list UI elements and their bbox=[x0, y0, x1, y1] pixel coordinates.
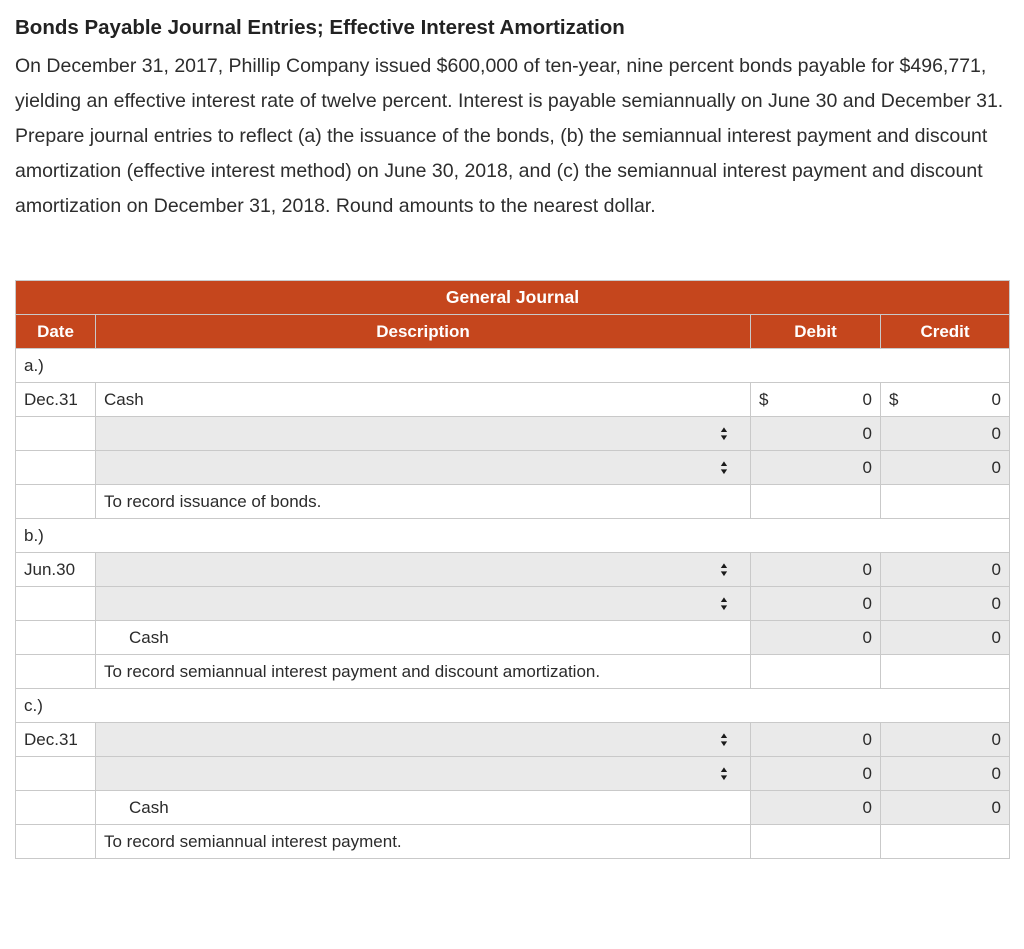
credit-input[interactable]: 0 bbox=[881, 587, 1010, 621]
section-label: a.) bbox=[16, 349, 1010, 383]
journal-header-row bbox=[16, 315, 1010, 349]
debit-cell-empty bbox=[751, 655, 881, 689]
account-text: Cash bbox=[96, 621, 751, 655]
spinner-up-arrow: ▲ bbox=[718, 561, 730, 570]
column-header-date: Date bbox=[16, 315, 96, 349]
account-select[interactable] bbox=[96, 723, 751, 757]
debit-cell-empty bbox=[751, 485, 881, 519]
debit-cell-empty bbox=[751, 825, 881, 859]
spinner-down-arrow: ▼ bbox=[718, 739, 730, 748]
date-cell bbox=[16, 451, 96, 485]
debit-input[interactable] bbox=[751, 383, 881, 417]
credit-input[interactable]: 0 bbox=[881, 723, 1010, 757]
section-label-row bbox=[16, 349, 1010, 383]
journal-entry-row bbox=[16, 383, 1010, 417]
column-header-description: Description bbox=[96, 315, 751, 349]
date-cell bbox=[16, 791, 96, 825]
spinner-icon bbox=[720, 426, 728, 441]
spinner-up-arrow: ▲ bbox=[718, 765, 730, 774]
credit-cell-empty bbox=[881, 485, 1010, 519]
section-label-row bbox=[16, 689, 1010, 723]
date-cell: Jun.30 bbox=[16, 553, 96, 587]
date-cell: Dec.31 bbox=[16, 723, 96, 757]
account-select[interactable] bbox=[96, 757, 751, 791]
spinner-up-arrow: ▲ bbox=[718, 425, 730, 434]
credit-amount: 0 bbox=[991, 389, 1001, 409]
date-cell bbox=[16, 655, 96, 689]
credit-cell-empty bbox=[881, 825, 1010, 859]
journal-entry-row bbox=[16, 757, 1010, 791]
spinner-down-arrow: ▼ bbox=[718, 467, 730, 476]
spinner-icon bbox=[720, 766, 728, 781]
journal-entry-row bbox=[16, 621, 1010, 655]
spinner-down-arrow: ▼ bbox=[718, 433, 730, 442]
credit-cell-empty bbox=[881, 655, 1010, 689]
account-text: Cash bbox=[96, 383, 751, 417]
account-select[interactable] bbox=[96, 417, 751, 451]
debit-input[interactable]: 0 bbox=[751, 587, 881, 621]
date-cell bbox=[16, 485, 96, 519]
debit-input[interactable]: 0 bbox=[751, 451, 881, 485]
problem-title: Bonds Payable Journal Entries; Effective Interest Amortization bbox=[15, 16, 625, 39]
account-select[interactable] bbox=[96, 587, 751, 621]
spinner-up-arrow: ▲ bbox=[718, 459, 730, 468]
problem-body: On December 31, 2017, Phillip Company issued $600,000 of ten-year, nine percent bonds payable for $496,771, yielding an effective interest rate of twelve percent. Interest is payable semiannually on June 30 and December 31. Prepare journal entries to reflect (a) the issuance of the bonds, (b) the semiannual interest payment and discount amortization (effective interest method) on June 30, 2018, and (c) the semiannual interest payment and discount amortization on December 31, 2018. Round amounts to the nearest dollar. bbox=[15, 55, 1004, 217]
date-cell: Dec.31 bbox=[16, 383, 96, 417]
credit-input[interactable]: 0 bbox=[881, 621, 1010, 655]
journal-entry-row bbox=[16, 587, 1010, 621]
debit-amount: 0 bbox=[862, 389, 872, 409]
journal-entry-row bbox=[16, 723, 1010, 757]
journal-entry-row bbox=[16, 451, 1010, 485]
date-cell bbox=[16, 587, 96, 621]
spinner-icon bbox=[720, 732, 728, 747]
credit-input[interactable]: 0 bbox=[881, 791, 1010, 825]
debit-input[interactable]: 0 bbox=[751, 553, 881, 587]
memo-text: To record semiannual interest payment. bbox=[96, 825, 751, 859]
account-select[interactable] bbox=[96, 553, 751, 587]
credit-input[interactable]: 0 bbox=[881, 553, 1010, 587]
general-journal-table bbox=[15, 280, 1010, 859]
debit-input[interactable]: 0 bbox=[751, 621, 881, 655]
spinner-down-arrow: ▼ bbox=[718, 569, 730, 578]
journal-entry-row bbox=[16, 417, 1010, 451]
dollar-sign: $ bbox=[759, 389, 769, 409]
credit-input[interactable]: 0 bbox=[881, 451, 1010, 485]
memo-row bbox=[16, 655, 1010, 689]
spinner-icon bbox=[720, 596, 728, 611]
section-label: c.) bbox=[16, 689, 1010, 723]
debit-input[interactable]: 0 bbox=[751, 723, 881, 757]
spinner-down-arrow: ▼ bbox=[718, 773, 730, 782]
dollar-sign: $ bbox=[889, 389, 899, 409]
journal-title-row bbox=[16, 281, 1010, 315]
column-header-debit: Debit bbox=[751, 315, 881, 349]
debit-input[interactable]: 0 bbox=[751, 417, 881, 451]
date-cell bbox=[16, 825, 96, 859]
memo-row bbox=[16, 825, 1010, 859]
memo-text: To record issuance of bonds. bbox=[96, 485, 751, 519]
account-select[interactable] bbox=[96, 451, 751, 485]
date-cell bbox=[16, 417, 96, 451]
credit-input[interactable]: 0 bbox=[881, 417, 1010, 451]
journal-entry-row bbox=[16, 553, 1010, 587]
credit-input[interactable]: 0 bbox=[881, 757, 1010, 791]
spinner-up-arrow: ▲ bbox=[718, 731, 730, 740]
memo-text: To record semiannual interest payment and discount amortization. bbox=[96, 655, 751, 689]
debit-input[interactable]: 0 bbox=[751, 757, 881, 791]
journal-title: General Journal bbox=[16, 281, 1010, 315]
spinner-down-arrow: ▼ bbox=[718, 603, 730, 612]
credit-input[interactable] bbox=[881, 383, 1010, 417]
section-label: b.) bbox=[16, 519, 1010, 553]
spinner-icon bbox=[720, 562, 728, 577]
date-cell bbox=[16, 621, 96, 655]
date-cell bbox=[16, 757, 96, 791]
account-text: Cash bbox=[96, 791, 751, 825]
memo-row bbox=[16, 485, 1010, 519]
debit-input[interactable]: 0 bbox=[751, 791, 881, 825]
spinner-up-arrow: ▲ bbox=[718, 595, 730, 604]
journal-entry-row bbox=[16, 791, 1010, 825]
spinner-icon bbox=[720, 460, 728, 475]
column-header-credit: Credit bbox=[881, 315, 1010, 349]
section-label-row bbox=[16, 519, 1010, 553]
